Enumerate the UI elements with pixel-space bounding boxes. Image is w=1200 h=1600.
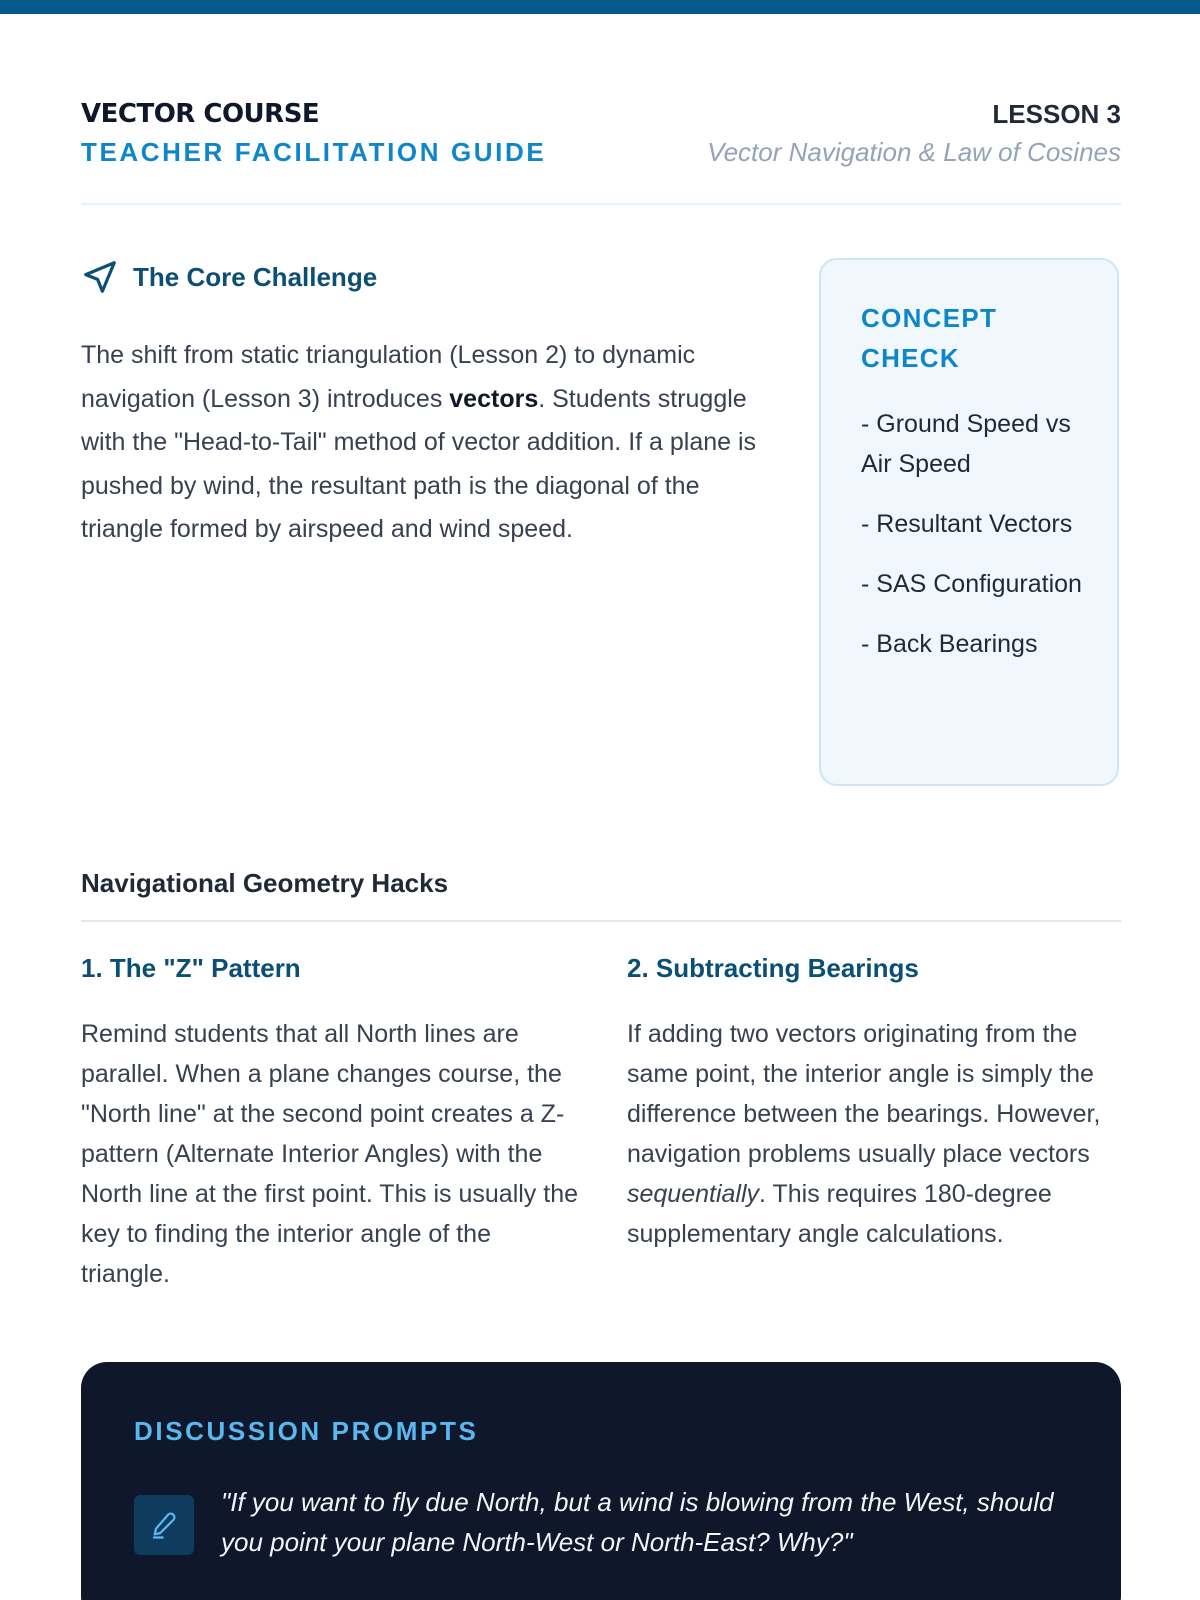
lesson-number: LESSON 3 bbox=[992, 99, 1121, 129]
core-challenge-text-part: . Students struggle with the "Head-to-Tail" method of vector addition. If a plane is pushed by wind, the resultant path is the diagonal of the triangle formed by airspeed and wind speed. bbox=[81, 384, 757, 543]
hack-text-part: If adding two vectors originating from the same point, the interior angle is simply the difference between the bearings. However, navigation problems usually place vectors bbox=[627, 1020, 1101, 1168]
concept-check-list bbox=[861, 404, 1101, 684]
discussion-prompt: "If you want to fly due North, but a wind is blowing from the West, should you point your plane North-West or North-East? Why?" bbox=[221, 1487, 1054, 1557]
hack-z-pattern bbox=[81, 950, 581, 1294]
core-challenge-text bbox=[81, 334, 761, 552]
hacks-section-title: Navigational Geometry Hacks bbox=[81, 868, 449, 898]
concept-item: - Ground Speed vs Air Speed bbox=[861, 410, 1071, 478]
hack-text bbox=[627, 1014, 1127, 1254]
guide-title: TEACHER FACILITATION GUIDE bbox=[81, 137, 547, 167]
hack-subtracting-bearings bbox=[627, 950, 1127, 1254]
concept-item: - SAS Configuration bbox=[861, 570, 1082, 598]
hack-text-part: . This requires 180-degree supplementary angle calculations. bbox=[627, 1180, 1052, 1248]
concept-item: - Resultant Vectors bbox=[861, 510, 1073, 538]
page-header bbox=[81, 95, 1121, 205]
sequentially-emphasis: sequentially bbox=[627, 1180, 760, 1208]
hack-heading: 1. The "Z" Pattern bbox=[81, 953, 301, 983]
core-challenge-title: The Core Challenge bbox=[133, 261, 378, 292]
pen-icon bbox=[134, 1495, 194, 1555]
hack-heading: 2. Subtracting Bearings bbox=[627, 953, 919, 983]
hack-text: Remind students that all North lines are parallel. When a plane changes course, the "North line" at the second point creates a Z-pattern (Alternate Interior Angles) with the North line at the first point. This is usually the key to finding the interior angle of the triangle. bbox=[81, 1020, 578, 1288]
course-brand: VECTOR COURSE bbox=[81, 99, 320, 129]
core-challenge-heading bbox=[81, 257, 377, 297]
section-divider bbox=[81, 920, 1121, 922]
navigation-arrow-icon bbox=[81, 258, 119, 296]
lesson-subtitle: Vector Navigation & Law of Cosines bbox=[707, 137, 1121, 167]
discussion-prompts-title: DISCUSSION PROMPTS bbox=[134, 1416, 479, 1446]
discussion-prompts-panel bbox=[81, 1362, 1121, 1600]
vectors-keyword: vectors bbox=[449, 384, 539, 413]
top-accent-bar bbox=[0, 0, 1200, 14]
concept-item: - Back Bearings bbox=[861, 630, 1038, 658]
core-challenge-text-part: The shift from static triangulation (Lesson 2) to dynamic navigation (Lesson 3) introduces bbox=[81, 341, 696, 413]
concept-check-title: CONCEPT CHECK bbox=[861, 303, 998, 373]
concept-check-card bbox=[819, 258, 1119, 786]
